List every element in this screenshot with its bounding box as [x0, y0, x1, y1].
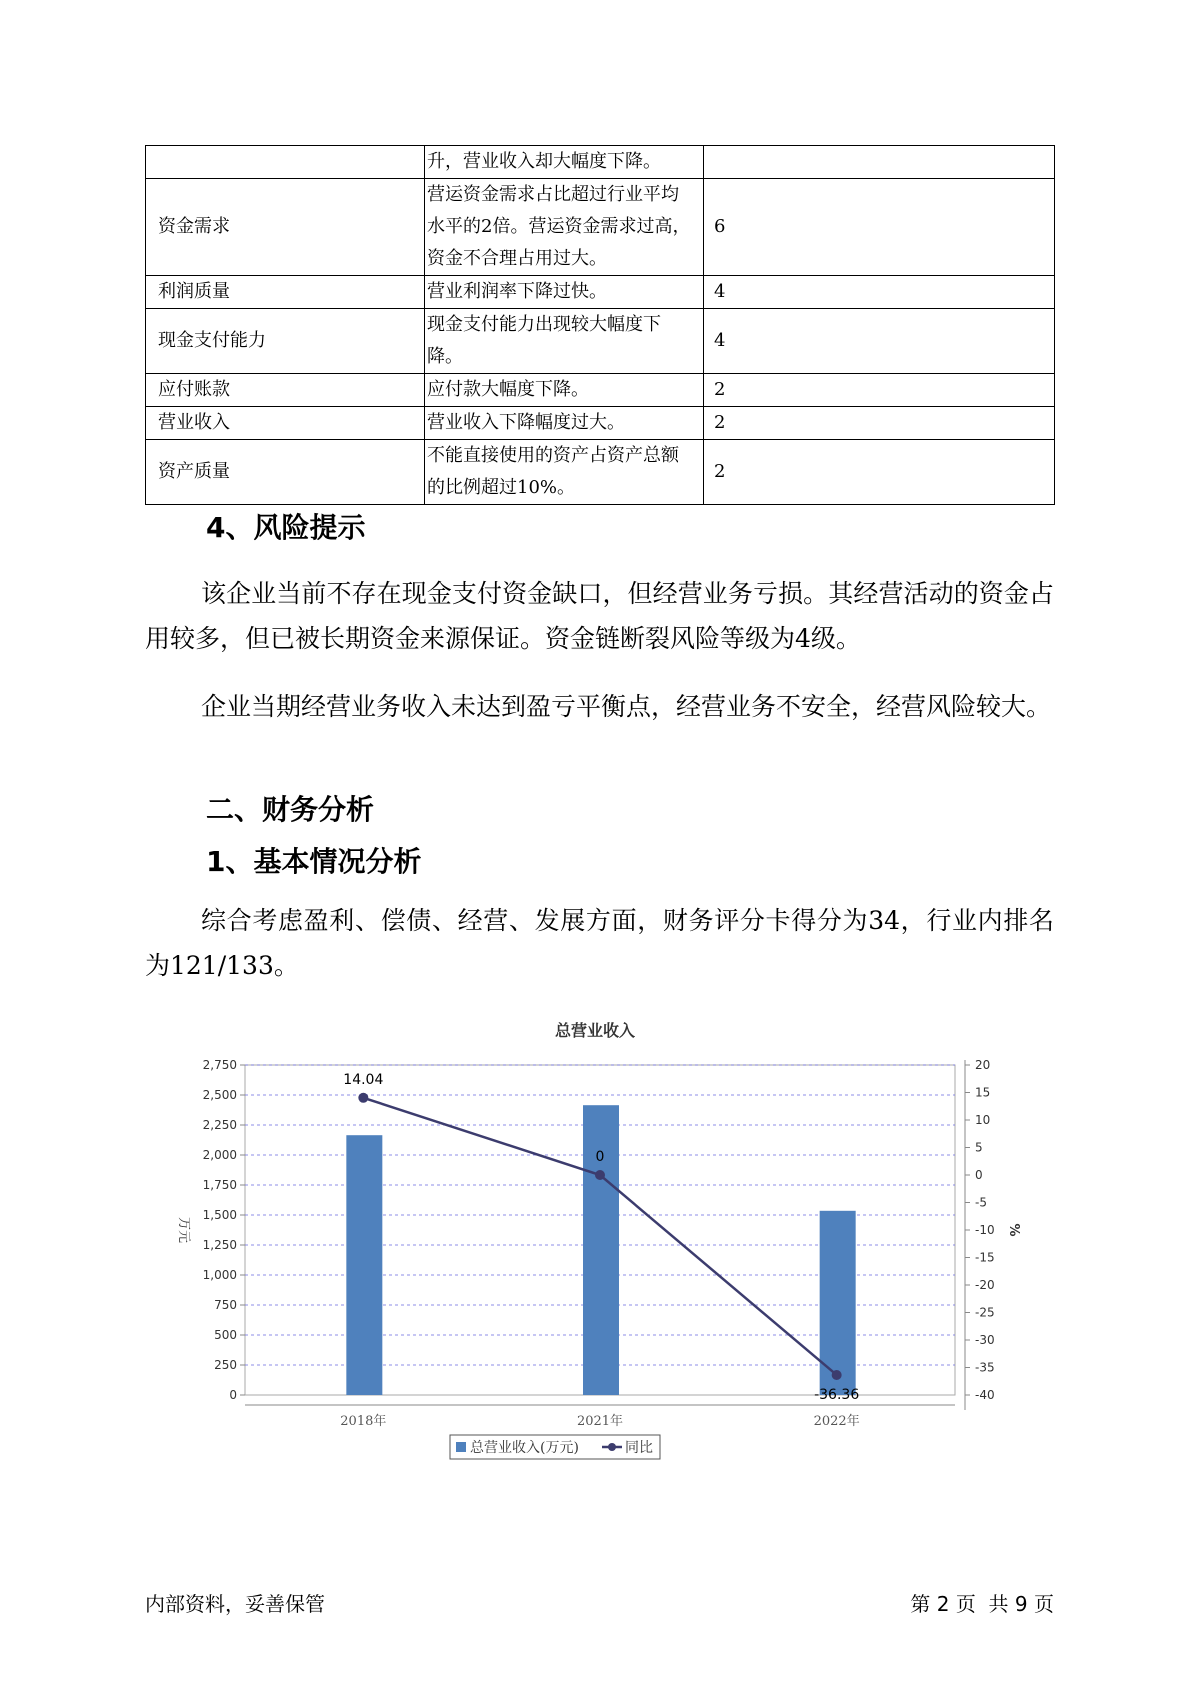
risk-score-cell: 2: [704, 374, 1055, 407]
legend-swatch-point: [608, 1443, 616, 1451]
y2-tick-label: 20: [975, 1058, 991, 1072]
y2-tick-label: 15: [975, 1085, 991, 1100]
section-heading-risk: 4、风险提示: [206, 511, 366, 544]
legend-label-bar: 总营业收入(万元): [470, 1440, 579, 1456]
risk-table: [145, 145, 1055, 505]
basic-paragraph: 综合考虑盈利、偿债、经营、发展方面，财务评分卡得分为34，行业内排名为121/133。: [145, 906, 1054, 980]
y-tick-label: 250: [214, 1358, 237, 1372]
table-row: [146, 374, 1055, 407]
risk-score-cell: [704, 146, 1055, 179]
risk-item-cell: 资金需求: [146, 179, 425, 276]
y2-tick-label: -15: [975, 1250, 995, 1265]
risk-score-cell: 4: [704, 276, 1055, 309]
y-tick-label: 0: [229, 1388, 237, 1402]
section-heading-basic: 1、基本情况分析: [206, 845, 422, 878]
risk-item-cell: [146, 146, 425, 179]
yoy-data-label: 0: [595, 1149, 605, 1165]
risk-item-cell: 利润质量: [146, 276, 425, 309]
y-tick-label: 1,000: [202, 1268, 237, 1282]
legend-swatch-bar: [456, 1442, 466, 1452]
risk-item-cell: 营业收入: [146, 407, 425, 440]
y2-tick-label: 5: [975, 1140, 983, 1155]
risk-desc-cell: 营运资金需求占比超过行业平均水平的2倍。营运资金需求过高，资金不合理占用过大。: [425, 179, 704, 276]
x-tick-label: 2021年: [576, 1414, 624, 1429]
x-tick-label: 2022年: [813, 1414, 860, 1429]
y2-tick-label: 0: [975, 1168, 983, 1182]
y-tick-label: 750: [214, 1298, 237, 1312]
risk-score-cell: 2: [704, 407, 1055, 440]
y2-axis-label: %: [1006, 1223, 1021, 1237]
risk-paragraph-1: 该企业当前不存在现金支付资金缺口，但经营业务亏损。其经营活动的资金占用较多，但已被长期资金来源保证。资金链断裂风险等级为4级。: [145, 579, 1054, 653]
y2-tick-label: -30: [975, 1333, 995, 1347]
yoy-point: [595, 1170, 605, 1180]
risk-desc-cell: 应付款大幅度下降。: [425, 374, 704, 407]
table-row: [146, 146, 1055, 179]
y2-tick-label: -35: [975, 1360, 995, 1375]
y2-tick-label: -5: [975, 1195, 987, 1210]
y2-tick-label: -40: [975, 1388, 995, 1402]
footer-confidential: 内部资料，妥善保管: [145, 1592, 325, 1616]
table-row: [146, 309, 1055, 374]
revenue-chart: [176, 1010, 1040, 1490]
yoy-data-label: -36.36: [814, 1386, 860, 1403]
y-tick-label: 2,000: [202, 1148, 237, 1162]
x-tick-label: 2018年: [340, 1414, 387, 1429]
risk-item-cell: 应付账款: [146, 374, 425, 407]
risk-desc-cell: 营业利润率下降过快。: [425, 276, 704, 309]
risk-score-cell: 2: [704, 440, 1055, 505]
bar: [346, 1135, 382, 1395]
risk-desc-cell: 不能直接使用的资产占资产总额的比例超过10%。: [425, 440, 704, 505]
y2-tick-label: 10: [975, 1113, 991, 1127]
legend-label-line: 同比: [625, 1440, 653, 1456]
y2-tick-label: -25: [975, 1305, 995, 1320]
y-tick-label: 1,750: [202, 1178, 237, 1192]
y-tick-label: 2,500: [202, 1088, 237, 1102]
yoy-data-label: 14.04: [343, 1071, 384, 1088]
y-tick-label: 1,500: [202, 1208, 237, 1222]
yoy-point: [358, 1093, 368, 1103]
table-row: [146, 179, 1055, 276]
table-row: [146, 440, 1055, 505]
risk-desc-cell: 现金支付能力出现较大幅度下降。: [425, 309, 704, 374]
risk-item-cell: 现金支付能力: [146, 309, 425, 374]
table-row: [146, 276, 1055, 309]
risk-score-cell: 6: [704, 179, 1055, 276]
yoy-point: [832, 1370, 842, 1380]
y-axis-label: 万元: [176, 1216, 191, 1244]
section-heading-financial: 二、财务分析: [206, 793, 375, 826]
y-tick-label: 1,250: [202, 1238, 237, 1252]
risk-desc-cell: 营业收入下降幅度过大。: [425, 407, 704, 440]
chart-title: 总营业收入: [554, 1021, 636, 1040]
footer-page-number: 第 2 页 共 9 页: [910, 1592, 1054, 1616]
table-row: [146, 407, 1055, 440]
risk-paragraph-2: 企业当期经营业务收入未达到盈亏平衡点，经营业务不安全，经营风险较大。: [201, 692, 1052, 721]
risk-score-cell: 4: [704, 309, 1055, 374]
y-tick-label: 2,750: [202, 1058, 237, 1072]
bar: [820, 1211, 856, 1395]
y-tick-label: 2,250: [202, 1118, 237, 1132]
risk-desc-cell: 升，营业收入却大幅度下降。: [425, 146, 704, 179]
y2-tick-label: -10: [975, 1223, 995, 1237]
y-tick-label: 500: [214, 1328, 237, 1342]
risk-item-cell: 资产质量: [146, 440, 425, 505]
y2-tick-label: -20: [975, 1278, 995, 1292]
